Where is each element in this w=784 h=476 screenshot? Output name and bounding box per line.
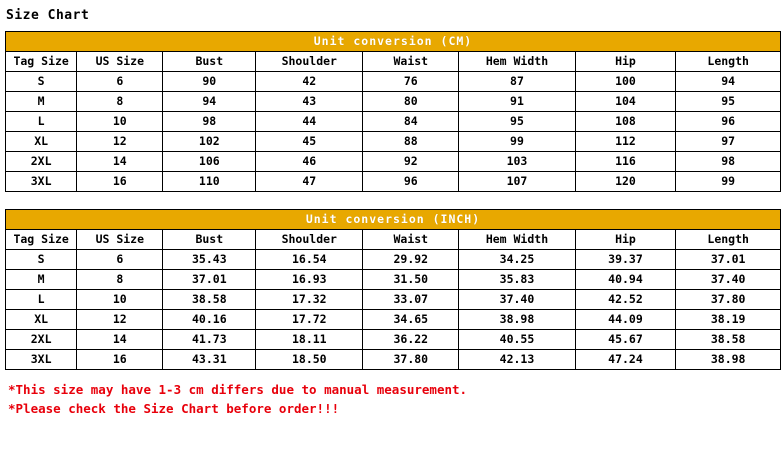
- banner-inch: Unit conversion (INCH): [6, 210, 781, 230]
- cell-hip: 40.94: [575, 270, 676, 290]
- cell-hip: 39.37: [575, 250, 676, 270]
- cell-length: 37.40: [676, 270, 781, 290]
- note-measurement-tolerance: *This size may have 1-3 cm differs due to manual measurement.: [8, 382, 468, 397]
- cell-length: 94: [676, 72, 781, 92]
- cell-shoulder: 45: [256, 132, 363, 152]
- table-header-row: [6, 52, 781, 72]
- notes-section: [8, 380, 780, 418]
- cell-bust: 37.01: [163, 270, 256, 290]
- table-row: [6, 132, 781, 152]
- cell-hem-width: 34.25: [459, 250, 575, 270]
- cell-bust: 90: [163, 72, 256, 92]
- cell-hip: 120: [575, 172, 676, 192]
- page-title: Size Chart: [6, 8, 90, 23]
- cell-shoulder: 17.32: [256, 290, 363, 310]
- cell-shoulder: 16.54: [256, 250, 363, 270]
- column-header-tag-size: Tag Size: [6, 52, 77, 72]
- cell-bust: 40.16: [163, 310, 256, 330]
- cell-length: 98: [676, 152, 781, 172]
- cell-hem-width: 35.83: [459, 270, 575, 290]
- cell-us-size: 14: [77, 330, 163, 350]
- column-header-hem-width: Hem Width: [459, 52, 575, 72]
- table-row: [6, 330, 781, 350]
- cell-shoulder: 47: [256, 172, 363, 192]
- banner-cm: Unit conversion (CM): [6, 32, 781, 52]
- cell-waist: 88: [363, 132, 459, 152]
- column-header-tag-size: Tag Size: [6, 230, 77, 250]
- cell-us-size: 14: [77, 152, 163, 172]
- cell-us-size: 10: [77, 112, 163, 132]
- cell-hip: 44.09: [575, 310, 676, 330]
- cell-bust: 41.73: [163, 330, 256, 350]
- cell-hem-width: 107: [459, 172, 575, 192]
- cell-bust: 110: [163, 172, 256, 192]
- cell-shoulder: 42: [256, 72, 363, 92]
- cell-hip: 42.52: [575, 290, 676, 310]
- size-table-inch: [5, 209, 781, 370]
- cell-shoulder: 44: [256, 112, 363, 132]
- cell-length: 37.01: [676, 250, 781, 270]
- table-row: [6, 72, 781, 92]
- cell-hem-width: 40.55: [459, 330, 575, 350]
- column-header-waist: Waist: [363, 230, 459, 250]
- cell-tag-size: 2XL: [6, 330, 77, 350]
- table-row: [6, 250, 781, 270]
- cell-tag-size: L: [6, 290, 77, 310]
- cell-hem-width: 42.13: [459, 350, 575, 370]
- table-row: [6, 152, 781, 172]
- cell-bust: 38.58: [163, 290, 256, 310]
- cell-bust: 98: [163, 112, 256, 132]
- column-header-length: Length: [676, 230, 781, 250]
- cell-waist: 76: [363, 72, 459, 92]
- cell-us-size: 8: [77, 270, 163, 290]
- table-row: [6, 350, 781, 370]
- cell-us-size: 16: [77, 350, 163, 370]
- cell-hem-width: 99: [459, 132, 575, 152]
- cell-tag-size: 3XL: [6, 350, 77, 370]
- table-row: [6, 290, 781, 310]
- table-row: [6, 172, 781, 192]
- cell-tag-size: M: [6, 92, 77, 112]
- cell-shoulder: 18.50: [256, 350, 363, 370]
- cell-waist: 34.65: [363, 310, 459, 330]
- column-header-bust: Bust: [163, 230, 256, 250]
- cell-hem-width: 91: [459, 92, 575, 112]
- cell-waist: 31.50: [363, 270, 459, 290]
- cell-hem-width: 103: [459, 152, 575, 172]
- table-banner-row: [6, 210, 781, 230]
- cell-waist: 96: [363, 172, 459, 192]
- cell-waist: 92: [363, 152, 459, 172]
- column-header-length: Length: [676, 52, 781, 72]
- cell-hem-width: 37.40: [459, 290, 575, 310]
- cell-waist: 33.07: [363, 290, 459, 310]
- column-header-us-size: US Size: [77, 52, 163, 72]
- cell-hip: 100: [575, 72, 676, 92]
- cell-shoulder: 18.11: [256, 330, 363, 350]
- cell-length: 38.19: [676, 310, 781, 330]
- cell-waist: 36.22: [363, 330, 459, 350]
- cell-shoulder: 17.72: [256, 310, 363, 330]
- cell-length: 99: [676, 172, 781, 192]
- cell-hip: 108: [575, 112, 676, 132]
- cell-tag-size: 3XL: [6, 172, 77, 192]
- column-header-hip: Hip: [575, 52, 676, 72]
- cell-tag-size: S: [6, 250, 77, 270]
- cell-bust: 43.31: [163, 350, 256, 370]
- column-header-hip: Hip: [575, 230, 676, 250]
- cell-bust: 106: [163, 152, 256, 172]
- column-header-waist: Waist: [363, 52, 459, 72]
- cell-us-size: 10: [77, 290, 163, 310]
- cell-hem-width: 87: [459, 72, 575, 92]
- column-header-bust: Bust: [163, 52, 256, 72]
- column-header-us-size: US Size: [77, 230, 163, 250]
- cell-tag-size: 2XL: [6, 152, 77, 172]
- cell-waist: 84: [363, 112, 459, 132]
- cell-tag-size: M: [6, 270, 77, 290]
- cell-us-size: 6: [77, 250, 163, 270]
- cell-hip: 112: [575, 132, 676, 152]
- cell-length: 38.98: [676, 350, 781, 370]
- table-banner-row: [6, 32, 781, 52]
- cell-shoulder: 16.93: [256, 270, 363, 290]
- cell-tag-size: L: [6, 112, 77, 132]
- table-spacer: [4, 192, 780, 209]
- cell-us-size: 12: [77, 132, 163, 152]
- cell-length: 37.80: [676, 290, 781, 310]
- cell-hem-width: 95: [459, 112, 575, 132]
- note-check-size-chart: *Please check the Size Chart before order!!!: [8, 401, 340, 416]
- cell-length: 97: [676, 132, 781, 152]
- cell-tag-size: XL: [6, 310, 77, 330]
- table-row: [6, 270, 781, 290]
- column-header-shoulder: Shoulder: [256, 52, 363, 72]
- cell-bust: 35.43: [163, 250, 256, 270]
- cell-hip: 116: [575, 152, 676, 172]
- cell-hip: 45.67: [575, 330, 676, 350]
- cell-hip: 104: [575, 92, 676, 112]
- column-header-hem-width: Hem Width: [459, 230, 575, 250]
- cell-shoulder: 46: [256, 152, 363, 172]
- table-row: [6, 92, 781, 112]
- cell-length: 38.58: [676, 330, 781, 350]
- cell-hip: 47.24: [575, 350, 676, 370]
- cell-tag-size: S: [6, 72, 77, 92]
- cell-waist: 37.80: [363, 350, 459, 370]
- cell-us-size: 12: [77, 310, 163, 330]
- cell-us-size: 8: [77, 92, 163, 112]
- size-table-cm: [5, 31, 781, 192]
- column-header-shoulder: Shoulder: [256, 230, 363, 250]
- cell-us-size: 6: [77, 72, 163, 92]
- cell-waist: 80: [363, 92, 459, 112]
- cell-bust: 94: [163, 92, 256, 112]
- cell-bust: 102: [163, 132, 256, 152]
- table-header-row: [6, 230, 781, 250]
- cell-us-size: 16: [77, 172, 163, 192]
- cell-tag-size: XL: [6, 132, 77, 152]
- cell-length: 95: [676, 92, 781, 112]
- table-row: [6, 112, 781, 132]
- cell-waist: 29.92: [363, 250, 459, 270]
- cell-shoulder: 43: [256, 92, 363, 112]
- table-row: [6, 310, 781, 330]
- cell-length: 96: [676, 112, 781, 132]
- cell-hem-width: 38.98: [459, 310, 575, 330]
